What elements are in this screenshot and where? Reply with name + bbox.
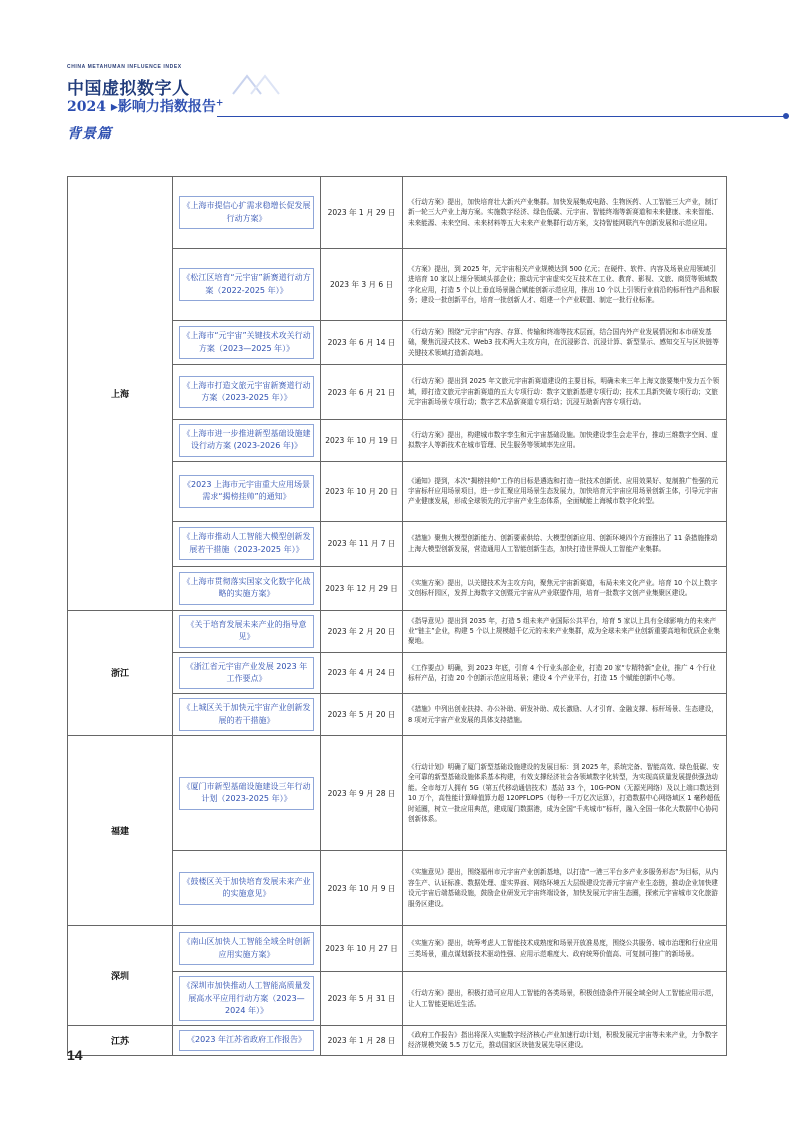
policy-description: 《通知》提到，本次“揭榜挂帅”工作的目标是遴选和打造一批技术创新优、应用效果好、复制推广性强的元宇宙标杆应用场景项目，进一步汇聚应用场景生态发展力，加快培育元宇宙应用场景创新主体，引导元宇宙产业健康发展，形成全球领先的元宇宙产业生态体系，全面赋能上海城市数字化转型。 bbox=[403, 461, 727, 521]
policy-doc-cell bbox=[173, 521, 321, 566]
region-cell: 浙江 bbox=[68, 610, 173, 735]
policy-doc-cell bbox=[173, 249, 321, 321]
report-title: 中国虚拟数字人 bbox=[67, 79, 190, 99]
policy-doc-cell bbox=[173, 652, 321, 694]
region-cell: 深圳 bbox=[68, 926, 173, 1026]
report-subtitle bbox=[67, 96, 223, 116]
policy-description: 《行动方案》提出，加快培育壮大新兴产业集群。加快发展集成电路、生物医药、人工智能三大产业，制订新一轮三大产业上海方案。实施数字经济、绿色低碳、元宇宙、智能终端等新赛道和未来健康、未来智能、未来能源、未来空间、未来材料等五大未来产业集群行动方案，支持智能网联汽车创新发展和示范应用。 bbox=[403, 177, 727, 249]
policy-doc-cell bbox=[173, 321, 321, 365]
policy-description: 《方案》提出，到 2025 年，元宇宙相关产业规模达到 500 亿元；在硬件、软件、内容及场景应用领域引进培育 10 家以上细分领域头部企业；推动元宇宙虚实交互技术在工业、教育、影视、文旅、商贸等领域数字化应用，打造 5 个以上垂直场景融合赋能创新示范应用，推出 10 个以上引领行业前沿的标杆性产品和服务；建设一批创新平台，培育一批创新人才、组建一个产业联盟、制定一批行业标准。 bbox=[403, 249, 727, 321]
policy-date: 2023 年 1 月 29 日 bbox=[321, 177, 403, 249]
table-row bbox=[68, 610, 727, 652]
policy-date: 2023 年 1 月 28 日 bbox=[321, 1026, 403, 1055]
table-row bbox=[68, 736, 727, 851]
table-row bbox=[68, 1026, 727, 1055]
policy-doc-cell bbox=[173, 177, 321, 249]
region-cell: 上海 bbox=[68, 177, 173, 611]
policy-doc-title: 《上海市提信心扩需求稳增长促发展行动方案》 bbox=[179, 196, 314, 229]
policy-doc-title: 《关于培育发展未来产业的指导意见》 bbox=[179, 615, 314, 648]
policy-date: 2023 年 9 月 28 日 bbox=[321, 736, 403, 851]
policy-doc-cell bbox=[173, 1026, 321, 1055]
policy-doc-cell bbox=[173, 926, 321, 972]
policy-description: 《实施方案》提出，以关键技术为主攻方向，聚焦元宇宙新赛道，布局未来文化产业。培育 10 个以上数字文创标杆园区，发挥上海数字文创暨元宇宙从产业联盟作用，培育一批数字文创产业集聚区建设。 bbox=[403, 566, 727, 610]
region-cell: 江苏 bbox=[68, 1026, 173, 1055]
policy-description: 《行动方案》提出，积极打造可应用人工智能的各类场景，积极创造条件开展全域全时人工智能应用示范，让人工智能更贴近生活。 bbox=[403, 972, 727, 1026]
policy-doc-title: 《上海市推动人工智能大模型创新发展若干措施（2023-2025 年）》 bbox=[179, 527, 314, 560]
policy-date: 2023 年 2 月 20 日 bbox=[321, 610, 403, 652]
policy-doc-cell bbox=[173, 420, 321, 462]
report-subtitle-text: 2024 ▸影响力指数报告 bbox=[67, 99, 216, 115]
policy-doc-cell bbox=[173, 610, 321, 652]
policy-date: 2023 年 10 月 9 日 bbox=[321, 851, 403, 926]
policy-doc-title: 《厦门市新型基础设施建设三年行动计划（2023-2025 年）》 bbox=[179, 777, 314, 810]
policy-doc-cell bbox=[173, 736, 321, 851]
page-number: 14 bbox=[67, 1047, 83, 1063]
policy-date: 2023 年 10 月 20 日 bbox=[321, 461, 403, 521]
policy-description: 《措施》中列出创业扶持、办公补助、研发补助、成长激励、人才引育、金融支撑、标杆场景、生态建设，8 项对元宇宙产业发展的具体支持措施。 bbox=[403, 694, 727, 736]
policy-date: 2023 年 3 月 6 日 bbox=[321, 249, 403, 321]
policy-description: 《行动计划》明确了厦门新型基础设施建设的发展目标：到 2025 年，系统完备、智能高效、绿色低碳、安全可靠的新型基础设施体系基本构建，有效支撑经济社会各领域数字化转型，为实现高质量发展提供强劲动能。全市每万人拥有 5G（第五代移动通信技术）基站 33 个，10G-PON（无源光网络）及以上端口数达到 10 万个，高性能计算峰值算力超 120PFLOPS（每秒一千万亿次运算），打造数据中心网络域区 1 毫秒超低时延圈，树立一批应用典范，建成厦门数据港，成为全国“千兆城市”标杆，融入全国一体化大数据中心协同创新体系。 bbox=[403, 736, 727, 851]
report-english-title: CHINA METAHUMAN INFLUENCE INDEX bbox=[67, 64, 182, 70]
policy-doc-title: 《上海市进一步推进新型基础设施建设行动方案 (2023-2026 年)》 bbox=[179, 424, 314, 457]
header-rule bbox=[217, 116, 789, 117]
plus-mark: + bbox=[215, 98, 224, 109]
policy-doc-cell bbox=[173, 851, 321, 926]
section-title: 背景篇 bbox=[67, 126, 112, 142]
policy-doc-title: 《浙江省元宇宙产业发展 2023 年工作要点》 bbox=[179, 657, 314, 690]
policy-description: 《行动方案》提出，构建城市数字孪生和元宇宙基础设施。加快建设孪生会走平台，推动三维数字空间、虚拟数字人等新技术在城市管理、民生服务等领域率先应用。 bbox=[403, 420, 727, 462]
title-decoration bbox=[225, 74, 285, 96]
policy-doc-title: 《松江区培育“元宇宙”新赛道行动方案（2022-2025 年）》 bbox=[179, 268, 314, 301]
policy-description: 《指导意见》提出到 2035 年，打造 5 组未来产业国际公共平台，培育 5 家以上具有全球影响力的未来产业“链主”企业，构建 5 个以上规模超千亿元的未来产业集群，成为全球未来产业创新重要高地和优质企业集聚地。 bbox=[403, 610, 727, 652]
policy-description: 《行动方案》围绕“元宇宙”内容、存算、传输和终端等技术层面，结合国内外产业发展情况和本市研发基础，聚焦沉浸式技术、Web3 技术两大主攻方向，在沉浸影音、沉浸计算、新型显示、感知交互与区块链等关键技术领域打造新高地。 bbox=[403, 321, 727, 365]
policy-doc-title: 《2023 年江苏省政府工作报告》 bbox=[179, 1030, 314, 1050]
policy-date: 2023 年 5 月 31 日 bbox=[321, 972, 403, 1026]
policy-description: 《实施意见》提出，围绕福州市元宇宙产业创新基地，以打造“一港三平台多产业多服务形态”为目标，从内容生产、认证标准、数据处理、虚实界面、网络环境五大层级建设完善元宇宙产业生态链，推动企业加快建设元宇宙后端基础设施，鼓励企业研发元宇宙终端设备，加快发展元宇宙生态圈，探索元宇宙城市文化旅游服务区建设。 bbox=[403, 851, 727, 926]
policy-doc-cell bbox=[173, 566, 321, 610]
policy-date: 2023 年 6 月 21 日 bbox=[321, 365, 403, 420]
header-rule-dot bbox=[783, 113, 789, 119]
policy-doc-title: 《上海市“元宇宙”关键技术攻关行动方案（2023—2025 年）》 bbox=[179, 326, 314, 359]
policy-doc-cell bbox=[173, 461, 321, 521]
region-cell: 福建 bbox=[68, 736, 173, 926]
policy-description: 《措施》聚焦大模型创新能力、创新要素供给、大模型创新应用、创新环境四个方面推出了 11 条措施推动上海大模型创新发展，营造通用人工智能创新生态，加快打造世界级人工智能产业集群。 bbox=[403, 521, 727, 566]
policy-date: 2023 年 10 月 27 日 bbox=[321, 926, 403, 972]
policy-date: 2023 年 11 月 7 日 bbox=[321, 521, 403, 566]
policy-description: 《政府工作报告》指出将深入实施数字经济核心产业加速行动计划，积极发展元宇宙等未来产业，力争数字经济规模突破 5.5 万亿元，推动国家区块链发展先导区建设。 bbox=[403, 1026, 727, 1055]
policy-doc-title: 《上城区关于加快元宇宙产业创新发展的若干措施》 bbox=[179, 698, 314, 731]
policy-doc-title: 《上海市打造文旅元宇宙新赛道行动方案（2023-2025 年）》 bbox=[179, 376, 314, 409]
policy-doc-cell bbox=[173, 972, 321, 1026]
policy-table bbox=[67, 176, 727, 1056]
table-row bbox=[68, 926, 727, 972]
policy-description: 《行动方案》提出到 2025 年文旅元宇宙新赛道建设的主要目标，明确未来三年上海文旅要集中发力五个领域，即打造文旅元宇宙新赛道的五大专项行动：数字文旅新基建专项行动；技术工具新突破专项行动；文旅元宇宙新场景专项行动；数字艺术品新赛道专项行动；沉浸互助新内容专项行动。 bbox=[403, 365, 727, 420]
policy-doc-title: 《深圳市加快推动人工智能高质量发展高水平应用行动方案（2023—2024 年）》 bbox=[179, 976, 314, 1021]
table-row bbox=[68, 177, 727, 249]
report-header bbox=[67, 64, 727, 144]
policy-description: 《工作要点》明确，到 2023 年底，引育 4 个行业头部企业，打造 20 家“专精特新”企业，推广 4 个行业标杆产品，打造 20 个创新示范应用场景；建设 4 个产业平台，打造 15 个赋能创新中心等。 bbox=[403, 652, 727, 694]
policy-date: 2023 年 6 月 14 日 bbox=[321, 321, 403, 365]
policy-doc-title: 《南山区加快人工智能全域全时创新应用实施方案》 bbox=[179, 932, 314, 965]
policy-date: 2023 年 12 月 29 日 bbox=[321, 566, 403, 610]
policy-doc-title: 《上海市贯彻落实国家文化数字化战略的实施方案》 bbox=[179, 572, 314, 605]
policy-date: 2023 年 5 月 20 日 bbox=[321, 694, 403, 736]
policy-description: 《实施方案》提出，统筹考虑人工智能技术成熟度和场景开放准易度，围绕公共服务、城市治理和行业应用三类场景，重点谋划新技术驱动性强、应用示范难度大、政府统筹价值高、可复制可推广的新场景。 bbox=[403, 926, 727, 972]
policy-date: 2023 年 4 月 24 日 bbox=[321, 652, 403, 694]
policy-doc-title: 《2023 上海市元宇宙重大应用场景需求“揭榜挂帅”的通知》 bbox=[179, 475, 314, 508]
policy-doc-cell bbox=[173, 365, 321, 420]
policy-date: 2023 年 10 月 19 日 bbox=[321, 420, 403, 462]
policy-doc-title: 《鼓楼区关于加快培育发展未来产业的实施意见》 bbox=[179, 872, 314, 905]
policy-doc-cell bbox=[173, 694, 321, 736]
